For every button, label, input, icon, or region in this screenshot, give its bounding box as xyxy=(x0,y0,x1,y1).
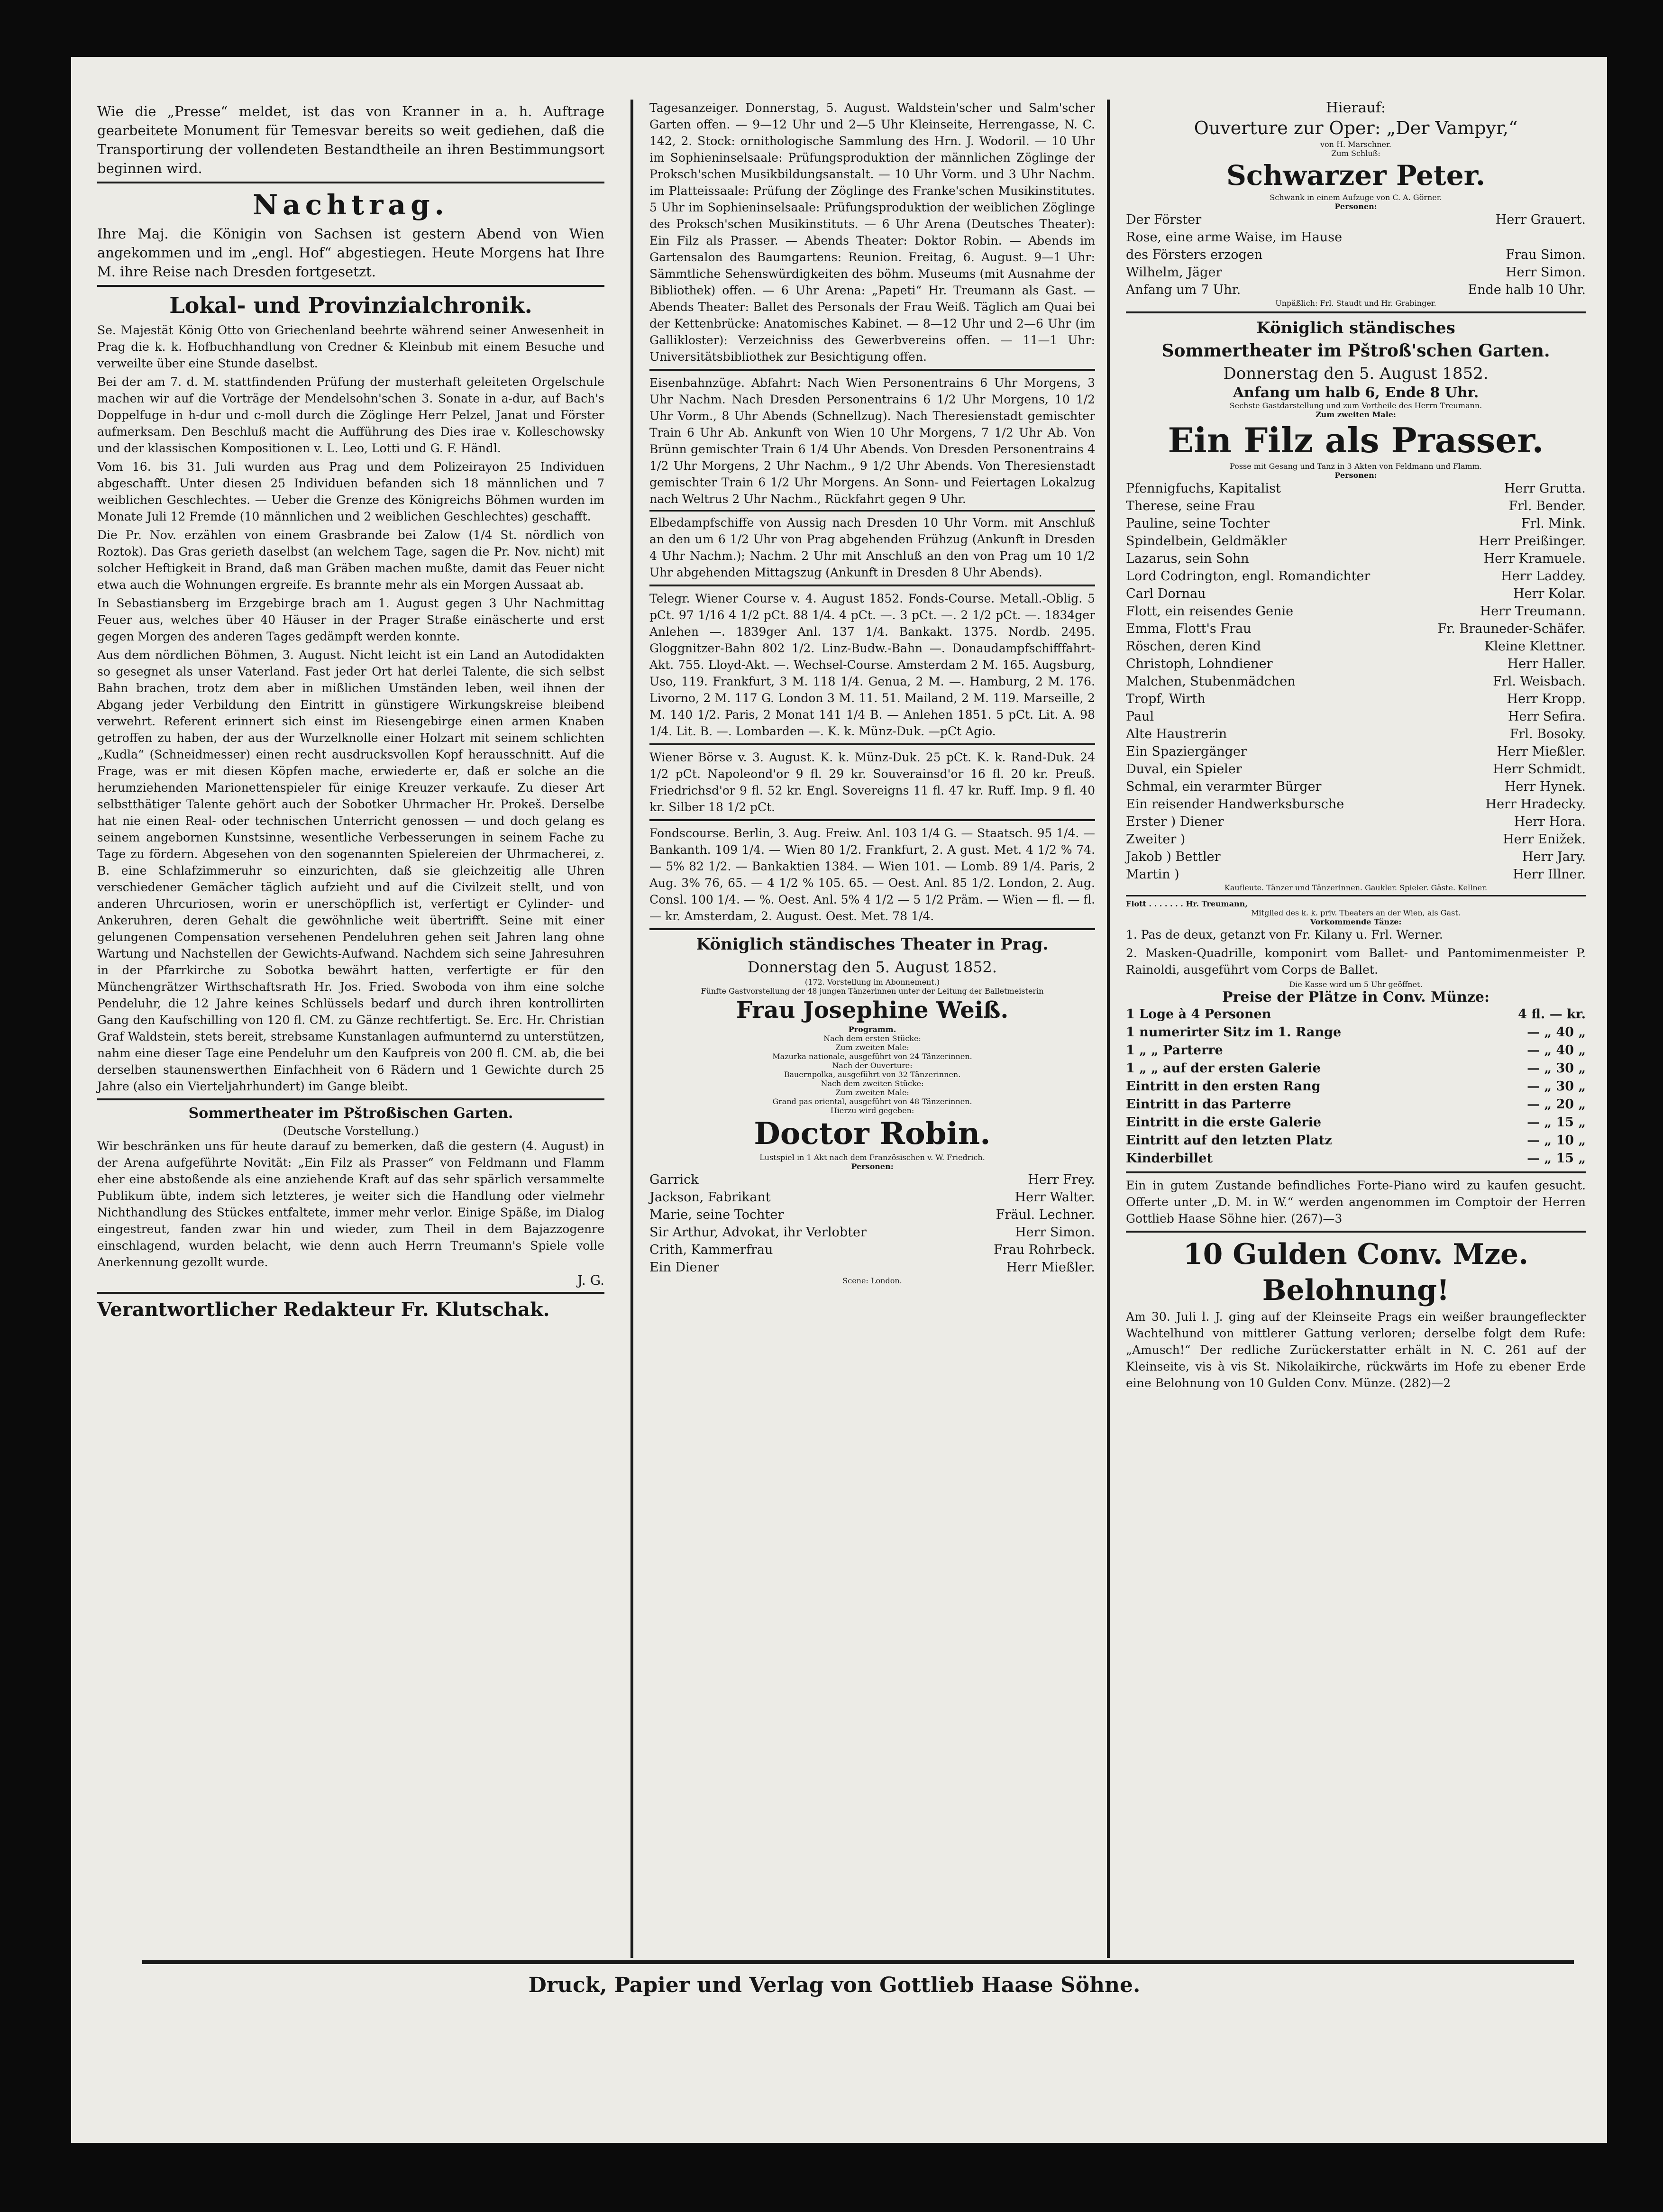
divider xyxy=(1126,311,1586,313)
cast-value: Herr Walter. xyxy=(1014,1190,1095,1205)
price-label: 1 „ „ auf der ersten Galerie xyxy=(1126,1061,1321,1076)
cast-value: Herr Simon. xyxy=(1506,265,1586,280)
koeniglich-heading: Königlich ständisches xyxy=(1256,319,1455,338)
cast-row xyxy=(1126,708,1586,725)
lokal-article-3: Vom 16. bis 31. Juli wurden aus Prag und dem Polizeirayon 25 Individuen abgeschafft. Unter diesen 25 Individuen befanden sich 18 männlichen und 7 weiblichen Geschlechtes. — Ueber die Grenze des Königreichs Böhmen wurden im Monate Juli 12 Fremde (10 männlichen und 2 weiblichen Geschlechtes) geschafft. xyxy=(97,460,604,523)
leader-dots xyxy=(1205,211,1492,229)
wiener-boerse: Wiener Börse v. 3. August. K. k. Münz-Duk. 25 pCt. K. k. Rand-Duk. 24 1/2 pCt. Napoleond'or 9 fl. 29 kr. Souverainsd'or 16 fl. 20 kr. Preuß. Friedrichsd'or 9 fl. 52 kr. Engl. Sovereigns 11 fl. 47 kr. Ruff. Imp. 9 fl. 40 kr. Silber 18 1/2 pCt. xyxy=(649,750,1095,814)
divider xyxy=(1126,1231,1586,1233)
programm-heading: Programm. xyxy=(848,1025,896,1034)
leader-dots xyxy=(777,1241,990,1259)
cast-row xyxy=(1126,795,1586,813)
theater-vorstellung: (172. Vorstellung im Abonnement.) xyxy=(804,978,940,987)
cast-label: Duval, ein Spieler xyxy=(1126,762,1242,777)
cast-label: Zweiter ) xyxy=(1126,832,1186,847)
imprint: Druck, Papier und Verlag von Gottlieb Haase Söhne. xyxy=(528,1973,1141,1997)
review-signature: J. G. xyxy=(577,1272,604,1288)
footer-rule xyxy=(142,1960,1574,1964)
price-row xyxy=(1126,1150,1586,1168)
cast-row xyxy=(649,1241,1095,1259)
leader-dots xyxy=(1290,532,1475,550)
cast-value: Herr Mießler. xyxy=(1006,1260,1095,1275)
cast-value: Herr Hora. xyxy=(1514,814,1586,829)
price-value: — „ 40 „ xyxy=(1527,1043,1586,1058)
cast-row xyxy=(1126,550,1586,567)
leader-dots xyxy=(1246,760,1489,778)
tanz-1: 1. Pas de deux, getanzt von Fr. Kilany u. Frl. Werner. xyxy=(1126,928,1443,941)
nachtrag-text: Ihre Maj. die Königin von Sachsen ist gestern Abend von Wien angekommen und im „engl. Hof“ abgestiegen. Heute Morgens hat Ihre M. ihre Reise nach Dresden fortgesetzt. xyxy=(97,226,604,280)
leader-dots xyxy=(1297,603,1476,620)
cast-row xyxy=(649,1206,1095,1224)
price-label: 1 Loge à 4 Personen xyxy=(1126,1007,1271,1022)
lokal-article-4: Die Pr. Nov. erzählen von einem Grasbrande bei Zalow (1/4 St. nördlich von Roztok). Das Gras gerieth daselbst (an welchem Tage, sagen die Pr. Nov. nicht) mit solcher Heftigkeit in Brand, daß man Gräben machen mußte, damit das Feuer nicht etwa auch die Wohnungen ergreife. Es brannte mehr als ein Morgen Aussaat ab. xyxy=(97,528,604,592)
leader-dots xyxy=(1266,246,1502,264)
price-row xyxy=(1126,1132,1586,1150)
cast-row xyxy=(1126,211,1586,229)
column-3 xyxy=(1126,100,1586,1393)
cast-label: Jakob ) Bettler xyxy=(1126,850,1221,864)
leader-dots xyxy=(703,1171,1024,1188)
sommertheater-subheading: (Deutsche Vorstellung.) xyxy=(283,1124,419,1138)
cast-label: Der Förster xyxy=(1126,212,1202,227)
presse-notice: Wie die „Presse“ meldet, ist das von Kranner in a. h. Auftrage gearbeitete Monument für Temesvar bereits so weit gediehen, daß die Transportirung der vollendeten Bestandtheile an ihren Bestimmungsort beginnen wird. xyxy=(97,103,604,176)
composer: von H. Marschner. xyxy=(1320,140,1391,149)
cast-value: Herr Enižek. xyxy=(1503,832,1586,847)
cast-value: Herr Hradecky. xyxy=(1485,797,1586,812)
cast-label: Carl Dornau xyxy=(1126,586,1206,601)
leader-dots xyxy=(787,1206,992,1224)
cast-label: Rose, eine arme Waise, im Hause xyxy=(1126,230,1343,245)
cast-row xyxy=(649,1171,1095,1188)
divider xyxy=(649,819,1095,821)
cast-label: Jackson, Fabrikant xyxy=(649,1190,771,1205)
cast-value: Herr Haller. xyxy=(1507,657,1586,671)
price-label: Eintritt auf den letzten Platz xyxy=(1126,1133,1332,1148)
telegr-course: Telegr. Wiener Course v. 4. August 1852. Fonds-Course. Metall.-Oblig. 5 pCt. 97 1/16 4 1/2 pCt. 88 1/4. 4 pCt. —. 3 pCt. —. 2 1/2 pCt. —. 1834ger Anlehen —. 1839ger Anl. 137 1/4. Bankakt. 1375. Nordb. 2495. Gloggnitzer-Bahn 802 1/2. Linz-Budw.-Bahn —. Donaudampfschifffahrt-Akt. 755. Lloyd-Akt. —. Wechsel-Course. Amsterdam 2 M. 165. Augsburg, Uso, 119. Frankfurt, 3 M. 118 1/4. Genua, 2 M. —. Hamburg, 2 M. 176. Livorno, 2 M. 117 G. London 3 M. 11. 51. Mailand, 2 M. 119. Marseille, 2 M. 140 1/2. Paris, 2 Monat 141 1/4 B. — Anlehen 1851. 5 pCt. Lit. A. 98 1/4. Lit. B. —. Lombarden —. K. k. Münz-Duk. —pCt Agio. xyxy=(649,592,1095,738)
cast-row xyxy=(1126,281,1586,299)
leader-dots xyxy=(1189,831,1499,848)
price-label: 1 numerirter Sitz im 1. Range xyxy=(1126,1025,1342,1040)
schwank-line: Schwank in einem Aufzuge von C. A. Görner. xyxy=(1270,193,1442,202)
cast-value: Herr Frey. xyxy=(1028,1172,1095,1187)
price-label: Eintritt in den ersten Rang xyxy=(1126,1079,1321,1094)
price-label: 1 „ „ Parterre xyxy=(1126,1043,1223,1058)
nachtrag-heading: Nachtrag. xyxy=(253,189,449,221)
theater-heading: Königlich ständisches Theater in Prag. xyxy=(696,935,1049,954)
zum-zweiten: Zum zweiten Male: xyxy=(1316,410,1396,419)
leader-dots xyxy=(1346,229,1582,246)
price-value: — „ 10 „ xyxy=(1527,1133,1586,1148)
cast-list xyxy=(649,1171,1095,1276)
leader-dots xyxy=(1273,515,1517,532)
leader-dots xyxy=(1348,795,1481,813)
cast-value: Herr Sefira. xyxy=(1508,709,1586,724)
cast-row xyxy=(649,1259,1095,1276)
cast-label: Emma, Flott's Frau xyxy=(1126,622,1252,636)
gulden-heading: 10 Gulden Conv. Mze. xyxy=(1183,1238,1529,1271)
hierzu: Hierzu wird gegeben: xyxy=(830,1106,914,1115)
cast-row xyxy=(1126,813,1586,831)
cast-row xyxy=(1126,585,1586,603)
unpaesslich: Unpäßlich: Frl. Staudt und Hr. Grabinger. xyxy=(1275,299,1436,308)
frau-weiss: Frau Josephine Weiß. xyxy=(736,997,1009,1024)
divider xyxy=(97,1292,604,1294)
cast-label: Therese, seine Frau xyxy=(1126,499,1255,513)
price-value: — „ 20 „ xyxy=(1527,1097,1586,1112)
cast-value: Herr Laddey. xyxy=(1501,569,1586,584)
cast-label: Paul xyxy=(1126,709,1154,724)
leader-dots xyxy=(1285,480,1500,497)
zum-schluss: Zum Schluß: xyxy=(1331,149,1380,158)
preise-heading: Preise der Plätze in Conv. Münze: xyxy=(1222,989,1490,1005)
kaufleute: Kaufleute. Tänzer und Tänzerinnen. Gaukler. Spieler. Gäste. Kellner. xyxy=(1224,883,1488,892)
divider xyxy=(97,285,604,287)
price-row xyxy=(1126,1078,1586,1096)
divider xyxy=(1126,895,1586,896)
divider xyxy=(649,510,1095,512)
leader-dots xyxy=(1224,848,1518,866)
cast-row xyxy=(1126,866,1586,883)
cast-row xyxy=(1126,229,1586,246)
leader-dots xyxy=(1259,497,1505,515)
tanz-2: 2. Masken-Quadrille, komponirt vom Ballet- und Pantomimenmeister P. Rainoldi, ausgeführt vom Corps de Ballet. xyxy=(1126,946,1586,977)
cast-row xyxy=(1126,620,1586,638)
schwarzer-peter-title: Schwarzer Peter. xyxy=(1226,159,1486,192)
cast-row xyxy=(1126,603,1586,620)
leader-dots xyxy=(1183,866,1509,883)
price-row xyxy=(1126,1024,1586,1042)
leader-dots xyxy=(1225,264,1502,281)
cast-value: Herr Jary. xyxy=(1522,850,1586,864)
cast-value: Ende halb 10 Uhr. xyxy=(1468,283,1586,297)
filz-title: Ein Filz als Prasser. xyxy=(1168,420,1544,460)
elbedampfschiffe: Elbedampfschiffe von Aussig nach Dresden 10 Uhr Vorm. mit Anschluß an den um 6 1/2 Uhr von Prag abgehenden Frühzug (Ankunft in Dresden 4 Uhr Nachm.); Nachm. 2 Uhr mit Anschluß an den von Prag um 10 1/2 Uhr abgehenden Mittagszug (Ankunft in Dresden 8 Uhr Abends). xyxy=(649,516,1095,579)
eisenbahnzuege: Eisenbahnzüge. Abfahrt: Nach Wien Personentrains 6 Uhr Morgens, 3 Uhr Nachm. Nach Dresden Personentrains 6 1/2 Uhr Morgens, 10 1/2 Uhr Vorm., 8 Uhr Abends (Schnellzug). Nach Theresienstadt gemischter Train 6 Uhr Ab. Ankunft von Wien 10 Uhr Morgens, 7 1/2 Uhr Ab. Von Brünn gemischter Train 6 1/4 Uhr Abends. Von Dresden Personentrains 4 1/2 Uhr Morgens, 2 Uhr Nachm., 9 1/2 Uhr Abends. Von Theresienstadt gemischter Train 6 1/2 Uhr Morgens. An Sonn- und Feiertagen Lokalzug nach Weltrus 2 Uhr Nachm., Rückfahrt gegen 9 Uhr. xyxy=(649,376,1095,506)
personen-heading: Personen: xyxy=(1334,471,1377,480)
column-divider-2 xyxy=(1107,100,1110,1958)
vorkommende-taenze: Vorkommende Tänze: xyxy=(1310,917,1402,926)
cast-value: Herr Grutta. xyxy=(1504,481,1586,496)
leader-dots xyxy=(1255,620,1434,638)
price-value: — „ 30 „ xyxy=(1527,1061,1586,1076)
cast-label: Pfennigfuchs, Kapitalist xyxy=(1126,481,1281,496)
lokal-article-6: Aus dem nördlichen Böhmen, 3. August. Nicht leicht ist ein Land an Autodidakten so gesegnet als unser Vaterland. Fast jeder Ort hat derlei Talente, die sich selbst Bahn brachen, trotz dem aber in mißlichen Umständen leben, weil ihnen der Abgang jeder Verbildung den Eintritt in günstigere Wirkungskreise bleibend verwehrt. Referent erinnert sich einst im Riesengebirge einen armen Knaben getroffen zu haben, der aus der Wurzelknolle einer Holzart mit seinem schlichten „Kudla“ (Schneidmesser) einen recht ausdrucksvollen Kopf herausschnitt. Auf die Frage, was er mit diesen Köpfen mache, erwiederte er, daß er solche an die herumziehenden Marionettenspieler für einige Kreuzer verkaufe. Zu dieser Art selbstthätiger Talente gehört auch der Sobotker Uhrmacher Hr. Prokeš. Derselbe hat nie einen Real- oder technischen Unterricht genossen — und doch gelang es seinem angebornen Kunstsinne, wesentliche Verbesserungen in seinem Fache zu Tage zu fördern. Abgesehen von den sogenannten Spielereien der Uhrmacherei, z. B. eine Schlafzimmeruhr so einzurichten, daß sie gleichzeitig alle Uhren verschiedener Gemächer täglich aufzieht und auf die Civilzeit stellt, und von anderen Uhrcuriosen, worin er unerschöpflich ist, verfertigt er Cylinder- und Ankeruhren, deren Gehalt die gewöhnliche weit übertrifft. Seine mit einer gelungenen Compensation versehenen Pendeluhren gehen seit Jahren lang ohne Wartung und Nachstellen der Gewichts-Aufwand. Nachdem sich seine Jahresuhren in der Pfarrkirche zu Sobotka bewährt hatten, verfertigte er für den Münchengrätzer Wirthschaftsrath Hr. Jos. Fried. Swoboda von ihm eine solche Pendeluhr, die 12 Jahre keines Schlüssels bedarf und durch ihren kontrollirten Gang den Kaufschilling von 120 fl. CM. zu Gänze rechtfertigt. Se. Erc. Hr. Christian Graf Waldstein, stets bereit, strebsame Kunstanlagen aufmunternd zu unterstützen, nahm eine dieser Tage eine Pendeluhr um den Kaufpreis von 200 fl. CM. ab, die bei derselben staunenswerthen Einfachheit von 6 Rädern und 1 Gewichte durch 25 Jahre (also ein Vierteljahrhundert) im Gange bleibt. xyxy=(97,648,604,1093)
leader-dots xyxy=(1209,690,1503,708)
lokal-article-2: Bei der am 7. d. M. stattfindenden Prüfung der musterhaft geleiteten Orgelschule machen wir auf die Vorträge der Mendelsohn'schen 3. Sonate in a-dur, auf Bach's Doppelfuge in h-dur und c-moll durch die Zöglinge Herr Pelzel, Janat und Förster aufmerksam. Den Beschluß macht die Aufführung des Dies irae v. Kolleschowsky und der klassischen Kompositionen v. L. Leo, Lotti und G. F. Händl. xyxy=(97,375,604,455)
leader-dots xyxy=(1253,550,1480,567)
personen-heading: Personen: xyxy=(851,1162,894,1171)
cast-value: Fr. Brauneder-Schäfer. xyxy=(1437,622,1586,636)
lokal-heading: Lokal- und Provinzialchronik. xyxy=(169,292,532,318)
cast-label: Tropf, Wirth xyxy=(1126,692,1206,706)
fondscourse: Fondscourse. Berlin, 3. Aug. Freiw. Anl. 103 1/4 G. — Staatsch. 95 1/4. — Bankanth. 109 1/4. — Wien 80 1/2. Frankfurt, 2. A gust. Met. 4 1/2 % 74. — 5% 82 1/2. — Bankaktien 1384. — Wien 101. — Lomb. 89 1/4. Paris, 2 Aug. 3% 76, 65. — 4 1/2 % 105. 65. — Oest. Anl. 85 1/2. London, 2. Aug. Consl. 100 1/4. — %. Oest. Anl. 5% 4 1/2 — 5 1/2 Präm. — Wien — fl. — fl. — kr. Amsterdam, 2. August. Oest. Met. 78 1/4. xyxy=(649,826,1095,923)
anfang-line: Anfang um halb 6, Ende 8 Uhr. xyxy=(1233,384,1479,401)
cast-label: Sir Arthur, Advokat, ihr Verlobter xyxy=(649,1225,867,1240)
cast-label: Crith, Kammerfrau xyxy=(649,1243,773,1257)
cast-list xyxy=(1126,480,1586,883)
column-1 xyxy=(97,102,604,1322)
scene-line: Scene: London. xyxy=(842,1276,902,1285)
lokal-article-5: In Sebastiansberg im Erzgebirge brach am 1. August gegen 3 Uhr Nachmittag Feuer aus, welches über 40 Häuser in der Prager Straße einäscherte und erst gegen Morgen des anderen Tages gedämpft werden konnte. xyxy=(97,596,604,643)
cast-label: Ein reisender Handwerksbursche xyxy=(1126,797,1344,812)
cast-value: Herr Treumann. xyxy=(1480,604,1586,619)
sommertheater-heading: Sommertheater im Pštroß'schen Garten. xyxy=(1161,341,1550,361)
cast-value: Herr Hynek. xyxy=(1504,779,1586,794)
cast-value: Herr Kropp. xyxy=(1507,692,1586,706)
column-2 xyxy=(649,100,1095,1285)
price-value: — „ 15 „ xyxy=(1527,1151,1586,1166)
price-list xyxy=(1126,1005,1586,1168)
cast-row xyxy=(1126,743,1586,760)
leader-dots xyxy=(1277,655,1504,673)
hierauf: Hierauf: xyxy=(1325,100,1386,116)
cast-row xyxy=(1126,778,1586,795)
cast-value: Frl. Mink. xyxy=(1521,516,1586,531)
leader-dots xyxy=(1210,585,1510,603)
leader-dots xyxy=(723,1259,1003,1276)
cast-row xyxy=(1126,638,1586,655)
divider xyxy=(649,369,1095,371)
programm-line: Zum zweiten Male: xyxy=(835,1088,909,1097)
lokal-article-1: Se. Majestät König Otto von Griechenland beehrte während seiner Anwesenheit in Prag die k. k. Hofbuchhandlung von Credner & Kleinbub mit einem Besuche und verweilte über eine Stunde daselbst. xyxy=(97,323,604,370)
sommertheater-heading: Sommertheater im Pštroßischen Garten. xyxy=(188,1105,513,1122)
price-row xyxy=(1126,1114,1586,1132)
cast-label: Wilhelm, Jäger xyxy=(1126,265,1222,280)
cast-value: Herr Kolar. xyxy=(1513,586,1586,601)
cast-label: Garrick xyxy=(649,1172,699,1187)
kasse-line: Die Kasse wird um 5 Uhr geöffnet. xyxy=(1289,980,1423,989)
cast-value: Herr Illner. xyxy=(1513,867,1586,882)
cast-label: Martin ) xyxy=(1126,867,1179,882)
cast-row xyxy=(1126,567,1586,585)
forte-piano-ad: Ein in gutem Zustande befindliches Forte-Piano wird zu kaufen gesucht. Offerte unter „D. M. in W.“ werden angenommen im Comptoir der Herren Gottlieb Haase Söhne hier. (267)—3 xyxy=(1126,1179,1586,1225)
cast-label: Spindelbein, Geldmäkler xyxy=(1126,534,1287,548)
divider xyxy=(649,743,1095,745)
belohnung-heading: Belohnung! xyxy=(1262,1274,1450,1307)
cast-label: des Försters erzogen xyxy=(1126,247,1263,262)
price-row xyxy=(1126,1096,1586,1114)
leader-dots xyxy=(1158,708,1504,725)
divider xyxy=(649,928,1095,930)
price-row xyxy=(1126,1005,1586,1024)
column-divider-1 xyxy=(630,100,633,1958)
cast-value: Herr Grauert. xyxy=(1495,212,1586,227)
cast-label: Röschen, deren Kind xyxy=(1126,639,1261,654)
price-value: — „ 15 „ xyxy=(1527,1115,1586,1130)
cast-label: Alte Haustrerin xyxy=(1126,727,1227,741)
cast-row xyxy=(1126,264,1586,281)
tagesanzeiger: Tagesanzeiger. Donnerstag, 5. August. Waldstein'scher und Salm'scher Garten offen. — 9—12 Uhr und 2—5 Uhr Kleinseite, Herrengasse, N. C. 142, 2. Stock: ornithologische Sammlung des Hrn. J. Wodoril. — 10 Uhr im Sophieninselsaale: Prüfungsproduktion der männlichen Zöglinge der Proksch'schen Musikbildungsanstalt. — 10 Uhr Vorm. und 3 Uhr Nachm. im Platteissaale: Prüfung der Zöglinge des Franke'schen Musikinstitutes. 5 Uhr im Sophieninselsaale: Prüfungsproduktion der weiblichen Zöglinge des Proksch'schen Musikinstituts. — 6 Uhr Arena (Deutsches Theater): Ein Filz als Prasser. — Abends Theater: Doktor Robin. — Abends im Gartensalon des Baumgartens: Reunion. Freitag, 6. August. 9—1 Uhr: Sämmtliche Sehenswürdigkeiten des böhm. Museums (mit Ausnahme der Bibliothek) offen. — 6 Uhr Arena: „Papeti“ Hr. Treumann als Gast. — Abends Theater: Ballet des Personals der Frau Weiß. Täglich am Quai bei der Kettenbrücke: Anatomisches Kabinet. — 8—12 Uhr und 2—6 Uhr (im Gallikloster): Verzeichniss des Gewerbvereins offen. — 11—1 Uhr: Universitätsbibliothek zur Besichtigung offen. xyxy=(649,101,1095,364)
programm-line: Mazurka nationale, ausgeführt von 24 Tänzerinnen. xyxy=(772,1052,972,1061)
divider xyxy=(97,1098,604,1100)
divider xyxy=(649,585,1095,586)
responsible-editor: Verantwortlicher Redakteur Fr. Klutschak. xyxy=(97,1298,550,1321)
theater-date: Donnerstag den 5. August 1852. xyxy=(1223,364,1489,383)
programm-line: Nach der Ouverture: xyxy=(832,1061,913,1070)
programm-line: Zum zweiten Male: xyxy=(835,1043,909,1052)
cast-row xyxy=(1126,532,1586,550)
leader-dots xyxy=(1265,638,1480,655)
cast-row xyxy=(1126,673,1586,690)
posse-line: Posse mit Gesang und Tanz in 3 Akten von Feldmann und Flamm. xyxy=(1230,462,1482,471)
price-label: Kinderbillet xyxy=(1126,1151,1213,1166)
flott-line: Flott . . . . . . . Hr. Treumann, xyxy=(1126,899,1248,908)
sommertheater-review: Wir beschränken uns für heute darauf zu bemerken, daß die gestern (4. August) in der Arena aufgeführte Novität: „Ein Filz als Prasser“ von Feldmann und Flamm eher eine abstoßende als eine anziehende Kraft auf das sehr spärlich versammelte Publikum übte, indem sich letzteres, je weiter sich die Handlung oder vielmehr Nichthandlung des Stückes entfaltete, immer mehr verlor. Einige Späße, im Dialog eingestreut, fanden zwar hin und wieder, zum Theil in dem Bajazzogenre einschlagend, wurden belacht, wie denn auch Herrn Treumann's Spiele volle Anerkennung gezollt wurde. xyxy=(97,1139,604,1269)
cast-row xyxy=(1126,690,1586,708)
price-label: Eintritt in das Parterre xyxy=(1126,1097,1291,1112)
cast-value: Herr Simon. xyxy=(1015,1225,1095,1240)
cast-value: Fräul. Lechner. xyxy=(996,1207,1095,1222)
personen-heading: Personen: xyxy=(1334,202,1377,211)
programm-line: Nach dem zweiten Stücke: xyxy=(821,1079,924,1088)
theater-date: Donnerstag den 5. August 1852. xyxy=(747,958,997,976)
cast-row xyxy=(1126,515,1586,532)
cast-label: Pauline, seine Tochter xyxy=(1126,516,1270,531)
cast-row xyxy=(1126,831,1586,848)
cast-value: Kleine Klettner. xyxy=(1484,639,1586,654)
cast-label: Erster ) Diener xyxy=(1126,814,1224,829)
divider xyxy=(1126,1171,1586,1173)
cast-row xyxy=(649,1188,1095,1206)
leader-dots xyxy=(1227,813,1510,831)
leader-dots xyxy=(1299,673,1489,690)
leader-dots xyxy=(870,1224,1011,1241)
cast-value: Frl. Bender. xyxy=(1508,499,1586,513)
cast-row xyxy=(649,1224,1095,1241)
ouverture: Ouverture zur Oper: „Der Vampyr,“ xyxy=(1194,118,1518,138)
theater-gast: Fünfte Gastvorstellung der 48 jungen Tänzerinnen unter der Leitung der Balletmeisterin xyxy=(701,987,1044,996)
price-row xyxy=(1126,1060,1586,1078)
cast-row xyxy=(1126,655,1586,673)
programm-line: Grand pas oriental, ausgeführt von 48 Tänzerinnen. xyxy=(772,1097,972,1106)
price-value: — „ 30 „ xyxy=(1527,1079,1586,1094)
mitglied-line: Mitglied des k. k. priv. Theaters an der Wien, als Gast. xyxy=(1251,908,1461,917)
cast-value: Herr Mießler. xyxy=(1497,744,1586,759)
cast-value: Herr Kramuele. xyxy=(1483,551,1586,566)
cast-row xyxy=(1126,725,1586,743)
divider xyxy=(97,182,604,183)
leader-dots xyxy=(1374,567,1497,585)
programm-line: Bauernpolka, ausgeführt von 32 Tänzerinnen. xyxy=(784,1070,961,1079)
price-label: Eintritt in die erste Galerie xyxy=(1126,1115,1322,1130)
gastdarstellung: Sechste Gastdarstellung und zum Vortheile des Herrn Treumann. xyxy=(1229,401,1482,410)
cast-row xyxy=(1126,848,1586,866)
cast-label: Schmal, ein verarmter Bürger xyxy=(1126,779,1322,794)
price-row xyxy=(1126,1042,1586,1060)
cast-label: Lazarus, sein Sohn xyxy=(1126,551,1249,566)
cast-label: Christoph, Lohndiener xyxy=(1126,657,1273,671)
cast-label: Anfang um 7 Uhr. xyxy=(1126,283,1241,297)
cast-row xyxy=(1126,497,1586,515)
cast-row xyxy=(1126,246,1586,264)
cast-value: Frl. Weisbach. xyxy=(1493,674,1586,689)
price-value: — „ 40 „ xyxy=(1527,1025,1586,1040)
lustspiel-line: Lustspiel in 1 Akt nach dem Französischen v. W. Friedrich. xyxy=(759,1153,985,1162)
cast-label: Ein Spaziergänger xyxy=(1126,744,1247,759)
cast-value: Frau Rohrbeck. xyxy=(994,1243,1095,1257)
leader-dots xyxy=(1251,743,1493,760)
cast-value: Frau Simon. xyxy=(1506,247,1586,262)
cast-value: Frl. Bosoky. xyxy=(1509,727,1586,741)
leader-dots xyxy=(1244,281,1464,299)
cast-label: Malchen, Stubenmädchen xyxy=(1126,674,1296,689)
leader-dots xyxy=(1231,725,1506,743)
cast-label: Flott, ein reisendes Genie xyxy=(1126,604,1294,619)
leader-dots xyxy=(775,1188,1011,1206)
lost-dog-notice: Am 30. Juli l. J. ging auf der Kleinseite Prags ein weißer braungefleckter Wachtelhund von mittlerer Gattung verloren; derselbe folgt dem Rufe: „Amusch!“ Der redliche Zurückerstatter erhält in N. C. 261 auf der Kleinseite, vis à vis St. Nikolaikirche, rückwärts im Hofe zu ebener Erde eine Belohnung von 10 Gulden Conv. Münze. (282)—2 xyxy=(1126,1310,1586,1390)
leader-dots xyxy=(1325,778,1501,795)
cast-label: Ein Diener xyxy=(649,1260,719,1275)
cast-row xyxy=(1126,480,1586,497)
cast-label: Marie, seine Tochter xyxy=(649,1207,784,1222)
cast-value: Herr Schmidt. xyxy=(1493,762,1586,777)
doctor-robin-title: Doctor Robin. xyxy=(754,1116,991,1152)
cast-value: Herr Preißinger. xyxy=(1479,534,1586,548)
cast-row xyxy=(1126,760,1586,778)
programm-line: Nach dem ersten Stücke: xyxy=(823,1034,921,1043)
cast-label: Lord Codrington, engl. Romandichter xyxy=(1126,569,1371,584)
cast-list xyxy=(1126,211,1586,299)
price-value: 4 fl. — kr. xyxy=(1518,1007,1586,1022)
